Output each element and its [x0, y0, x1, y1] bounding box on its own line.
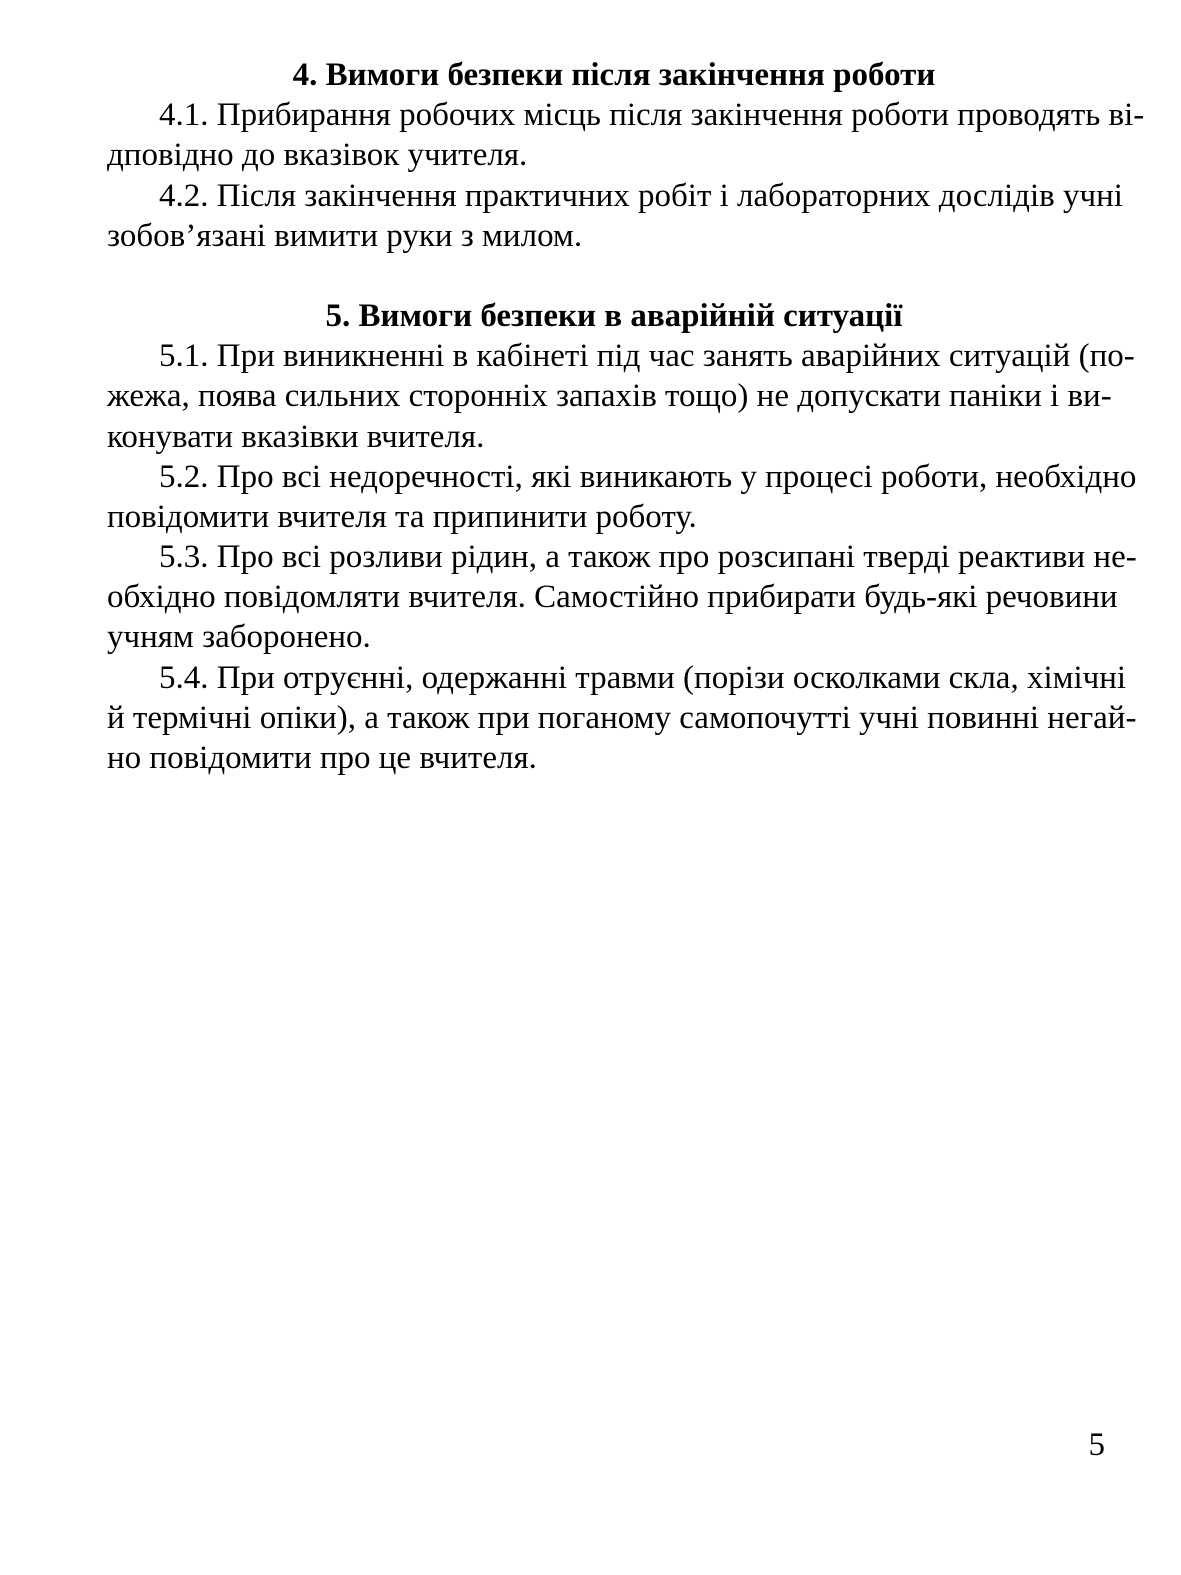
paragraph-line: конувати вказівки вчителя. [107, 418, 485, 455]
document-page [55, 55, 1145, 778]
paragraph-line: й термічні опіки), а також при поганому самопочутті учні повинні негай- [107, 699, 1137, 736]
section-4-heading: 4. Вимоги безпеки після закінчення роботи [292, 57, 936, 93]
paragraph-5-1 [55, 336, 1135, 457]
paragraph-line: зобов’язані вимити руки з милом. [107, 217, 583, 254]
section-spacer [55, 256, 1105, 296]
paragraph-line: обхідно повідомляти вчителя. Самостійно прибирати будь-які речовини [107, 579, 1118, 616]
page-number: 5 [1088, 1427, 1105, 1463]
paragraph-line: 5.4. При отруєнні, одержанні травми (порізи осколками скла, хімічні [159, 659, 1127, 696]
paragraph-4-2 [55, 176, 1123, 256]
paragraph-line: 5.3. Про всі розливи рідин, а також про розсипані тверді реактиви не- [159, 539, 1137, 576]
paragraph-line: учням заборонено. [107, 619, 371, 656]
paragraph-5-3 [55, 537, 1137, 658]
paragraph-line: дповідно до вказівок учителя. [107, 137, 528, 174]
paragraph-5-4 [55, 658, 1137, 779]
paragraph-line: но повідомити про це вчителя. [107, 740, 537, 777]
paragraph-line: 4.1. Прибирання робочих місць після закінчення роботи проводять ві- [159, 97, 1145, 134]
paragraph-line: 5.2. Про всі недоречності, які виникають у процесі роботи, необхідно [159, 458, 1137, 495]
section-5-heading: 5. Вимоги безпеки в аварійній ситуації [325, 297, 903, 334]
paragraph-line: повідомити вчителя та припинити роботу. [107, 498, 697, 535]
paragraph-line: 5.1. При виникненні в кабінеті під час занять аварійних ситуацій (по- [159, 338, 1135, 375]
paragraph-line: 4.2. Після закінчення практичних робіт і лабораторних дослідів учні [159, 177, 1123, 214]
paragraph-5-2 [55, 457, 1137, 537]
paragraph-line: жежа, поява сильних сторонніх запахів тощо) не допускати паніки і ви- [107, 378, 1112, 415]
paragraph-4-1 [55, 95, 1145, 175]
